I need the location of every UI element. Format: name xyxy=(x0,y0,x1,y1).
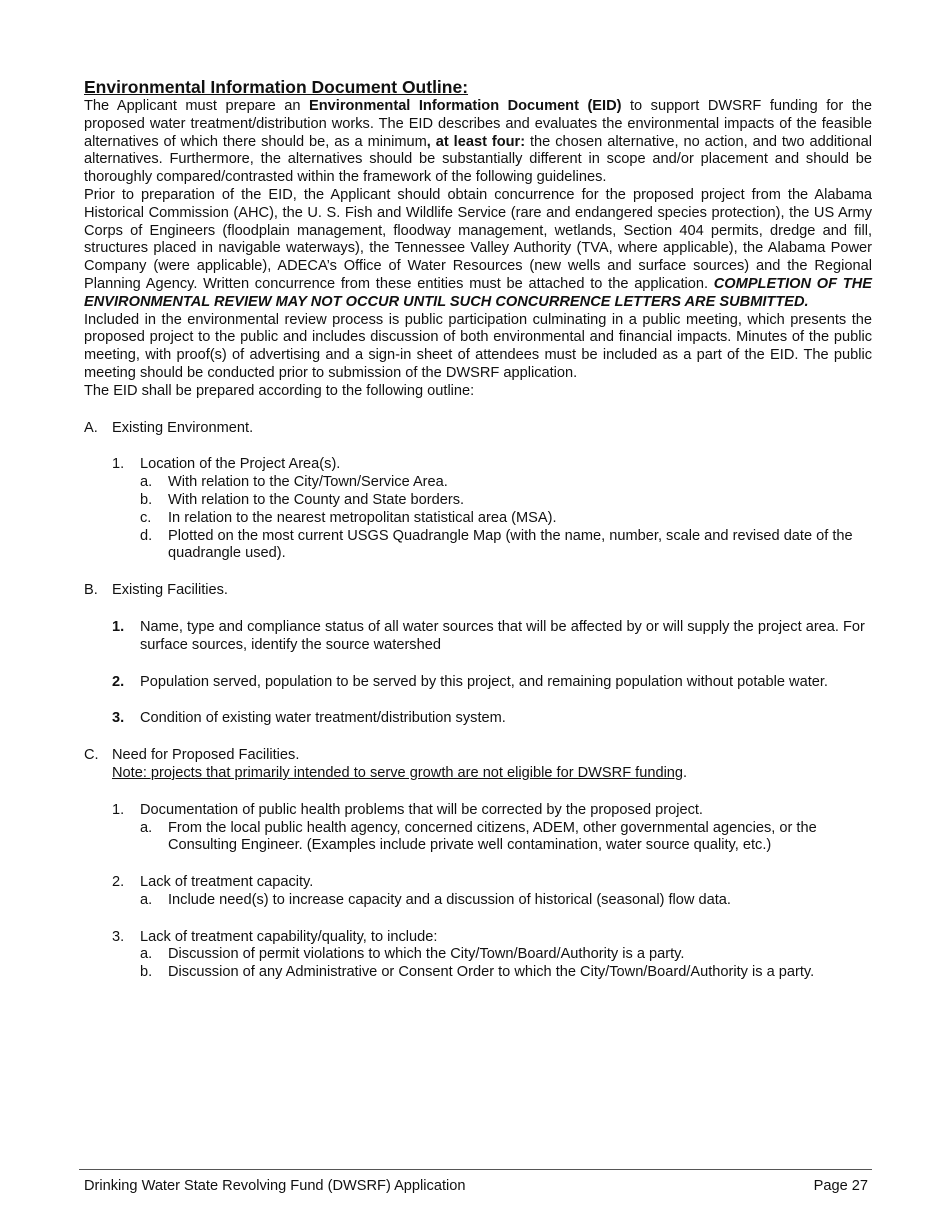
sub-item-text: With relation to the County and State borders. xyxy=(168,491,465,508)
section-title: Existing Environment. xyxy=(112,419,254,436)
sub-item-text: Discussion of permit violations to which the City/Town/Board/Authority is a party. xyxy=(168,946,685,963)
public-participation-paragraph: Included in the environmental review process is public participation culminating in a public meeting, which presents the proposed project to the public and includes discussion of both environmental and financial impacts. Minutes of the public meeting, with proof(s) of advertising and a sign-in sheet of attendees must be included as a part of the EID. The public meeting should be conducted prior to submission of the DWSRF application. xyxy=(84,311,872,381)
item-text: Lack of treatment capability/quality, to include: xyxy=(140,928,438,945)
intro-paragraph xyxy=(84,98,872,187)
concurrence-paragraph xyxy=(84,187,872,312)
sub-item-letter: a. xyxy=(140,891,153,908)
intro-at-least-four: , at least four: xyxy=(426,133,526,150)
section-c-item-1 xyxy=(112,802,872,855)
intro-eid-term: Environmental Information Document (EID) xyxy=(309,98,622,114)
item-number: 3. xyxy=(112,710,125,727)
page-footer xyxy=(84,1178,868,1196)
sub-item-text: Include need(s) to increase capacity and a discussion of historical (seasonal) flow data. xyxy=(168,891,731,908)
section-title: Need for Proposed Facilities. xyxy=(112,747,300,764)
sub-item-letter: d. xyxy=(140,527,153,544)
page-title: Environmental Information Document Outline: xyxy=(84,77,469,97)
intro-text-1: The Applicant must prepare an xyxy=(84,98,309,114)
section-b-item-3 xyxy=(112,710,872,728)
sub-item-text: With relation to the City/Town/Service Area. xyxy=(168,474,448,491)
list-item xyxy=(112,929,872,947)
section-letter: C. xyxy=(84,747,99,764)
intro-text-3: the chosen alternative, no action, and two additional alternatives. Furthermore, the alternatives should be substantially different in scope and/or placement and should be thoroughly compared/contrasted within the framework of the following guidelines. xyxy=(84,133,872,186)
section-note-end: . xyxy=(683,764,688,781)
sub-item xyxy=(140,820,872,856)
section-letter: B. xyxy=(84,582,98,599)
section-note: Note: projects that primarily intended to serve growth are not eligible for DWSRF funding xyxy=(112,764,684,781)
sub-item-text: In relation to the nearest metropolitan statistical area (MSA). xyxy=(168,509,557,526)
intro-text-2: to support DWSRF funding for the proposed water treatment/distribution works. The EID describes and evaluates the environmental impacts of the feasible alternatives of which there should be, as a minimum xyxy=(84,98,872,150)
section-b-heading xyxy=(84,582,872,600)
item-number: 2. xyxy=(112,673,125,690)
sub-item-text: Discussion of any Administrative or Consent Order to which the City/Town/Board/Authority is a party. xyxy=(168,964,815,981)
sub-item-letter: a. xyxy=(140,474,153,491)
section-c-item-3 xyxy=(112,929,872,982)
sub-item xyxy=(140,892,872,910)
section-c-item-2 xyxy=(112,874,872,910)
page-number: Page 27 xyxy=(813,1178,868,1194)
item-number: 1. xyxy=(112,801,125,818)
section-b-item-1 xyxy=(112,619,872,655)
sub-item-letter: a. xyxy=(140,819,153,836)
item-text: Location of the Project Area(s). xyxy=(140,456,341,473)
footer-document-title: Drinking Water State Revolving Fund (DWSRF) Application xyxy=(84,1178,466,1194)
sub-item xyxy=(140,946,872,964)
sub-item xyxy=(140,528,872,564)
item-text: Population served, population to be served by this project, and remaining population without potable water. xyxy=(140,673,828,690)
sub-item xyxy=(140,492,872,510)
sub-item xyxy=(140,474,872,492)
concurrence-text: Prior to preparation of the EID, the Applicant should obtain concurrence for the proposed project from the Alabama Historical Commission (AHC), the U. S. Fish and Wildlife Service (rare and endangered species protection), the US Army Corps of Engineers (floodplain management, floodway management, wetlands, Section 404 permits, dredge and fill, structures placed in navigable waterways), the Tennessee Valley Authority (TVA, where applicable), the Alabama Power Company (were applicable), ADECA’s Office of Water Resources (new wells and surface sources) and the Regional Planning Agency. Written concurrence from these entities must be attached to the application. xyxy=(84,186,872,292)
item-text: Lack of treatment capacity. xyxy=(140,874,314,891)
item-text: Condition of existing water treatment/distribution system. xyxy=(140,710,506,727)
item-text: Name, type and compliance status of all water sources that will be affected by or will supply the project area. For surface sources, identify the source watershed xyxy=(140,618,865,653)
item-number: 1. xyxy=(112,456,125,473)
sub-item xyxy=(140,964,872,982)
section-a-heading xyxy=(84,420,872,438)
sub-item-letter: b. xyxy=(140,491,153,508)
sub-item-letter: a. xyxy=(140,946,153,963)
sub-item-letter: c. xyxy=(140,509,152,526)
section-a-item-1 xyxy=(112,456,872,563)
item-number: 1. xyxy=(112,618,125,635)
section-letter: A. xyxy=(84,419,98,436)
document-page xyxy=(84,76,872,982)
list-item xyxy=(112,456,872,474)
sub-item-letter: b. xyxy=(140,964,153,981)
concurrence-warning: COMPLETION OF THE ENVIRONMENTAL REVIEW MAY NOT OCCUR UNTIL SUCH CONCURRENCE LETTERS ARE SUBMITTED. xyxy=(84,275,872,310)
item-number: 3. xyxy=(112,928,125,945)
item-text: Documentation of public health problems that will be corrected by the proposed project. xyxy=(140,801,703,818)
list-item xyxy=(112,874,872,892)
section-c-heading xyxy=(84,747,872,783)
sub-item xyxy=(140,510,872,528)
section-b-item-2 xyxy=(112,674,872,692)
list-item xyxy=(112,802,872,820)
sub-item-text: Plotted on the most current USGS Quadrangle Map (with the name, number, scale and revised date of the quadrangle used). xyxy=(168,527,853,562)
outline-intro: The EID shall be prepared according to the following outline: xyxy=(84,382,475,399)
footer-divider xyxy=(79,1169,872,1170)
section-title: Existing Facilities. xyxy=(112,582,228,599)
item-number: 2. xyxy=(112,874,125,891)
sub-item-text: From the local public health agency, concerned citizens, ADEM, other governmental agencies, or the Consulting Engineer. (Examples include private well contamination, water source quality, etc.) xyxy=(168,819,817,854)
